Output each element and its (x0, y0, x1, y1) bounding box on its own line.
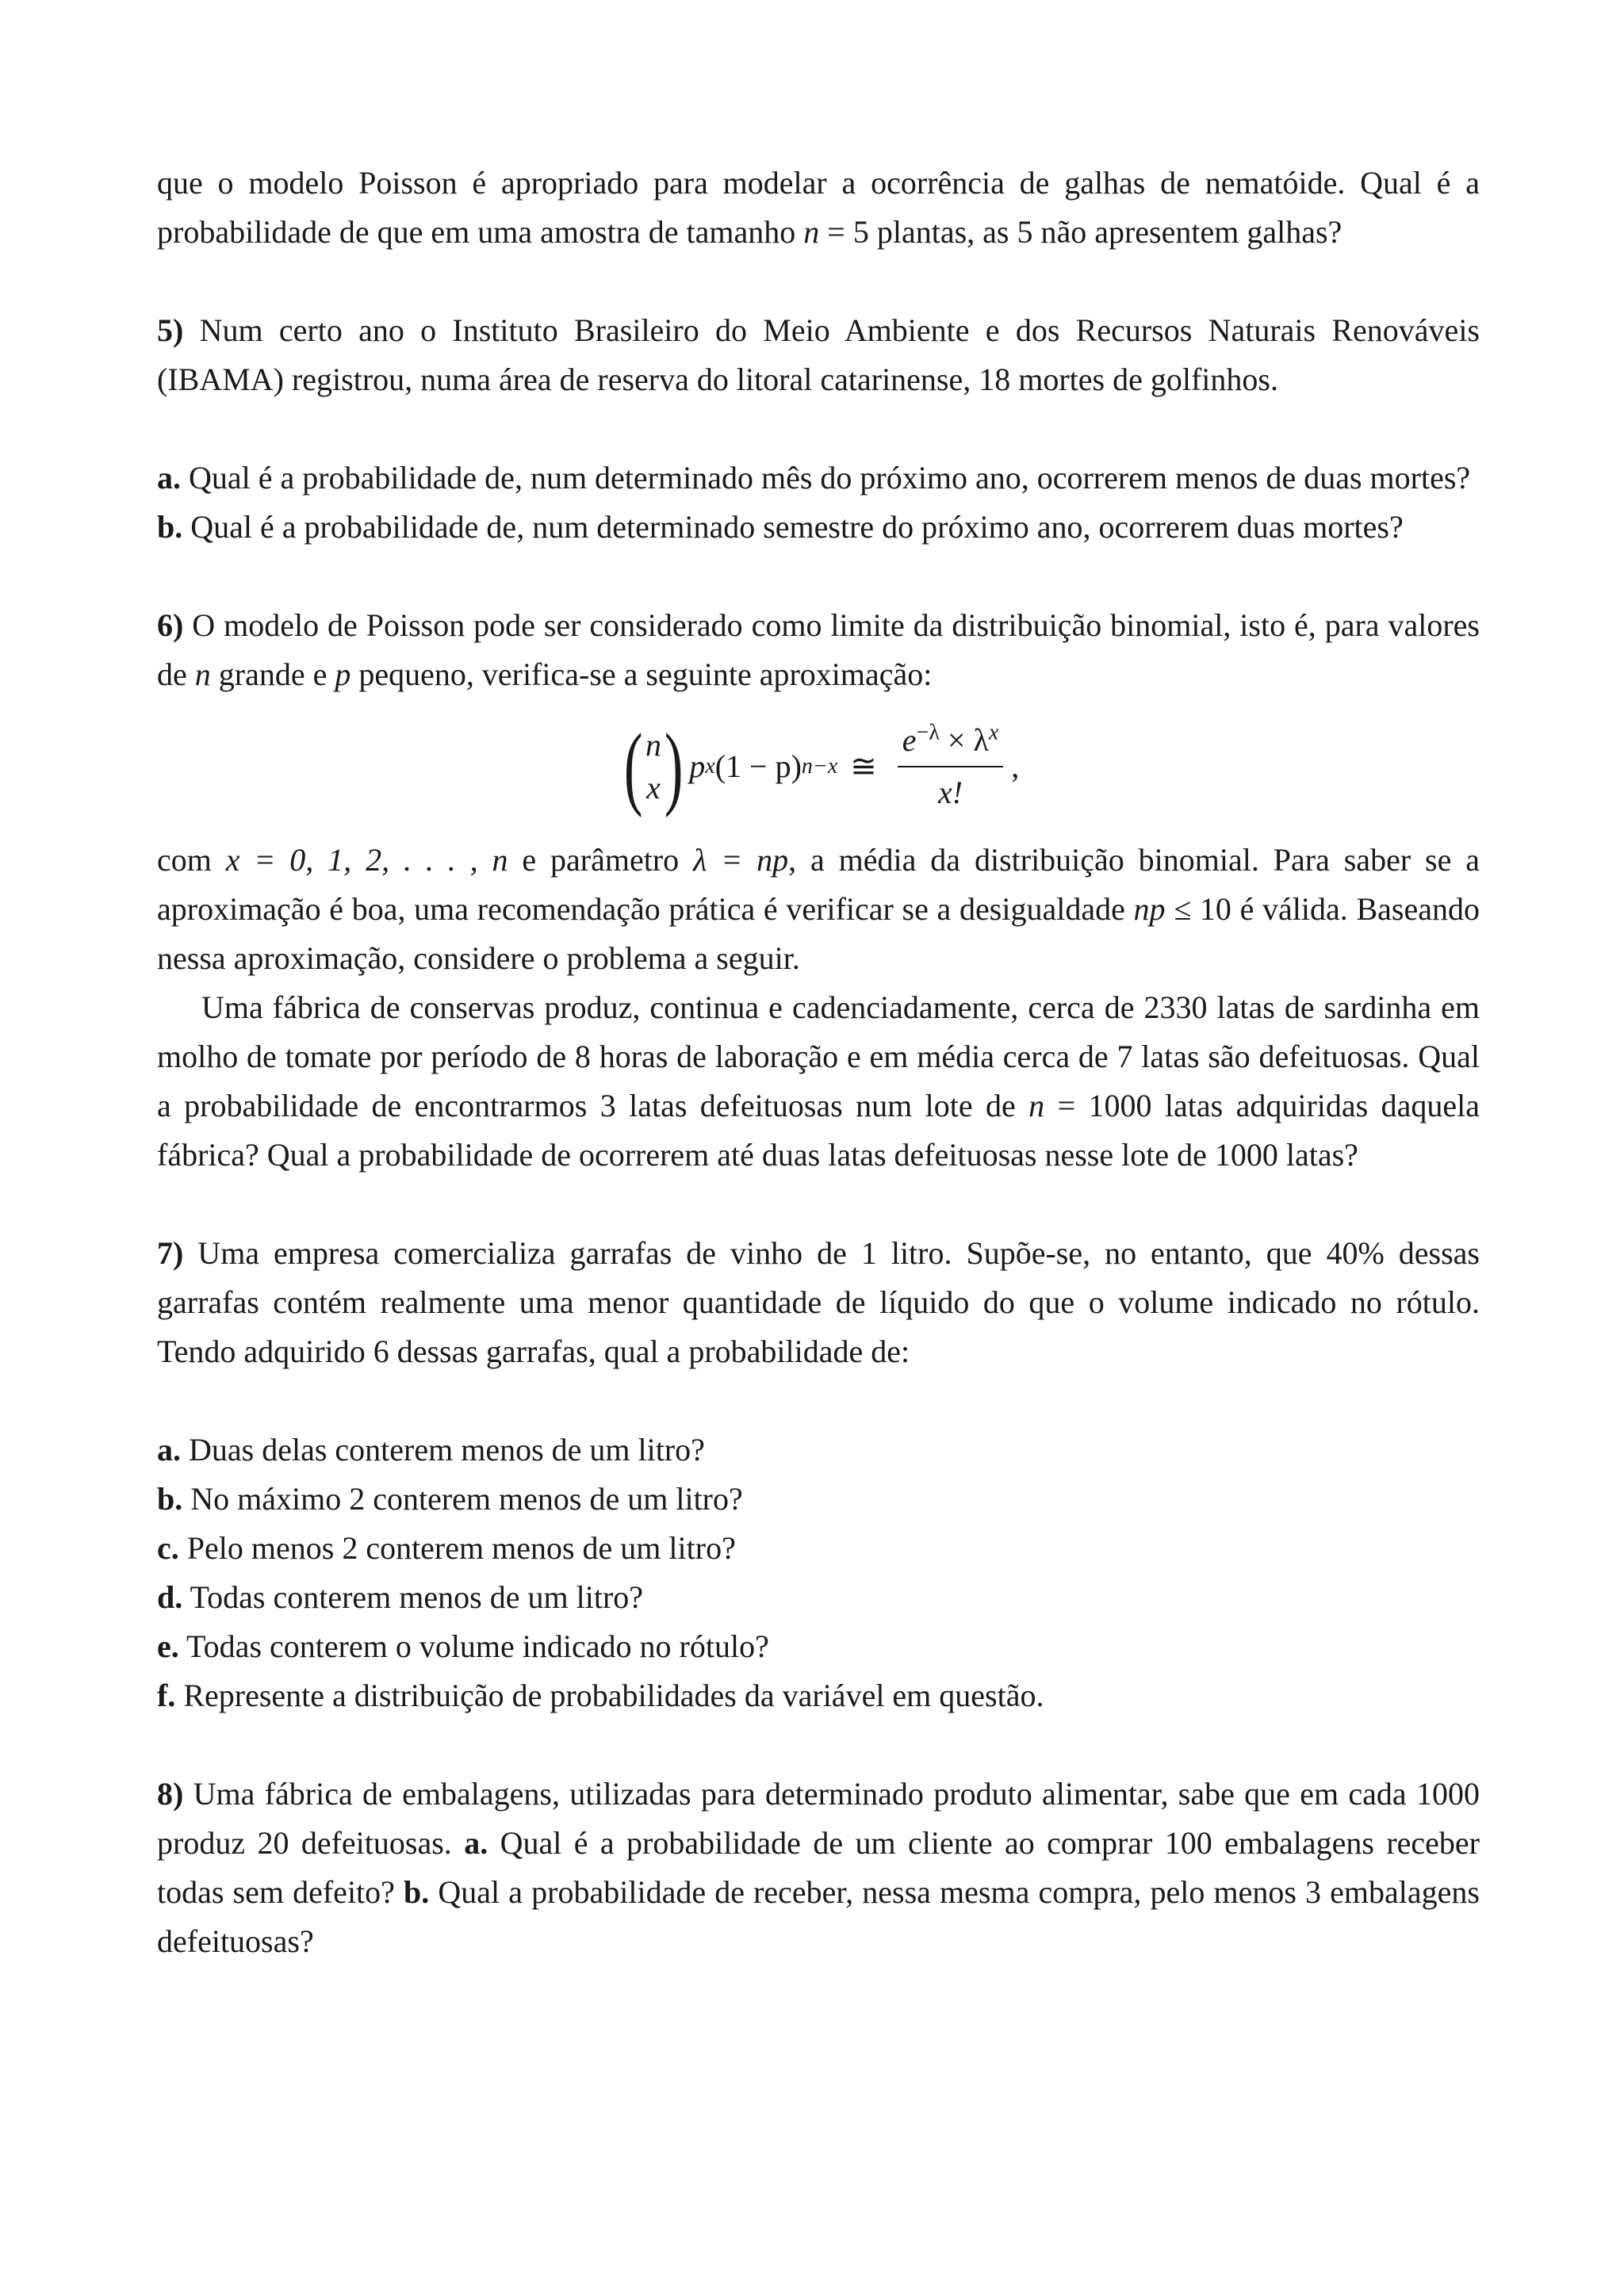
question-7-item (157, 1573, 1480, 1622)
question-8 (157, 1770, 1480, 1966)
item-label: e. (157, 1628, 179, 1664)
item-label: f. (157, 1678, 176, 1713)
item-text: No máximo 2 conterem menos de um litro? (182, 1481, 743, 1517)
intro-line2-pre: a probabilidade de que em uma amostra de tamanho (157, 165, 1480, 250)
question-8-text3: Qual a probabilidade de receber, nessa mesma compra, pelo menos 3 embalagens defeituosas? (157, 1874, 1480, 1959)
question-6-text1: O modelo de Poisson pode ser considerado como limite da distribuição binomial, isto é, para valores de (157, 607, 1480, 692)
question-5a (157, 453, 1480, 503)
poisson-approximation-formula: ( n x ) p x (1 − p) n−x ≅ $\frac{e^{-\lambda} \times \lambda^x}{x!}$ , (157, 707, 1480, 826)
numerator-times-lambda: × λ (939, 722, 989, 758)
binom-top: n (645, 727, 661, 763)
congruence-symbol: ≅ (850, 748, 877, 784)
question-5b (157, 503, 1480, 552)
question-7-number: 7) (157, 1235, 184, 1271)
item-label: a. (157, 1432, 181, 1468)
question-6-math-p: p (335, 656, 351, 692)
question-8b-label: b. (404, 1874, 430, 1910)
numerator-e: e (902, 722, 917, 758)
intro-line1: que o modelo Poisson é apropriado para modelar a ocorrência de galhas de nematóide. Qual é (157, 165, 1451, 201)
formula-p: p (689, 748, 706, 784)
item-text: Todas conterem o volume indicado no rótulo? (178, 1628, 769, 1664)
question-5-text: Num certo ano o Instituto Brasileiro do Meio Ambiente e dos Recursos Naturais Renováveis (IBAMA) registrou, numa área de reserva do litoral catarinense, 18 mortes de golfinhos. (157, 312, 1480, 397)
formula-trailing-comma: , (1011, 748, 1020, 784)
question-6-number: 6) (157, 607, 184, 643)
binomial-coefficient: ( n x ) (623, 714, 684, 818)
question-7-item (157, 1425, 1480, 1475)
question-5a-label: a. (157, 460, 181, 496)
question-5 (157, 306, 1480, 404)
q6-after3: , a média da distribuição binomial. Para saber se a aproximação é boa, uma recomendação prática é verificar se a desigualdade (157, 842, 1480, 927)
q6-after4: 10 é válida. Baseando nessa aproximação, considere o problema a seguir. (157, 891, 1480, 976)
question-8-number: 8) (157, 1776, 184, 1812)
question-8a-label: a. (464, 1825, 488, 1861)
intro-paragraph (157, 159, 1480, 257)
item-label: b. (157, 1481, 183, 1517)
fraction-numerator (898, 718, 1004, 767)
q6-problem-text1: Uma fábrica de conservas produz, continua e cadenciadamente, cerca de 2330 latas de sardinha em molho de tomate por período de 8 horas de laboração e em média cerca de 7 latas são defeituosas. Qual a probabilidade de encontrarmos 3 latas defeituosas num lote de (157, 989, 1480, 1123)
question-7 (157, 1229, 1480, 1376)
question-7-text: Uma empresa comercializa garrafas de vinho de 1 litro. Supõe-se, no entanto, que 40% dessas garrafas contém realmente uma menor quantidade de líquido do que o volume indicado no rótulo. Tendo adquirido 6 dessas garrafas, qual a probabilidade de: (157, 1235, 1480, 1369)
question-6-math-n: n (194, 656, 211, 692)
q6-after1: com (157, 842, 226, 878)
item-text: Represente a distribuição de probabilidades da variável em questão. (175, 1678, 1044, 1713)
question-6-problem (157, 983, 1480, 1180)
numerator-exp-lambda: −λ (916, 720, 940, 745)
question-6-text2: grande e (210, 656, 335, 692)
question-5-number: 5) (157, 312, 184, 348)
q6-after-math2: λ = np (693, 842, 789, 878)
item-text: Pelo menos 2 conterem menos de um litro? (178, 1530, 736, 1566)
question-7-item (157, 1524, 1480, 1573)
fraction-denominator: x! (937, 775, 963, 810)
question-7-item (157, 1671, 1480, 1720)
poisson-fraction (898, 718, 1004, 815)
intro-math-n: n (803, 214, 820, 250)
question-5a-text: Qual é a probabilidade de, num determinado mês do próximo ano, ocorrerem menos de duas mortes? (181, 460, 1471, 496)
document-page (157, 159, 1480, 1966)
question-8-text2: Qual é a probabilidade de um cliente ao comprar 100 embalagens receber todas sem defeito? (157, 1825, 1480, 1910)
question-8-text1: Uma fábrica de embalagens, utilizadas para determinado produto alimentar, sabe que em cada 1000 produz 20 defeituosas. (157, 1776, 1480, 1861)
item-text: Todas conterem menos de um litro? (182, 1579, 644, 1615)
q6-after-math3: np ≤ (1133, 891, 1192, 927)
item-label: c. (157, 1530, 179, 1566)
question-5b-text: Qual é a probabilidade de, num determinado semestre do próximo ano, ocorrerem duas mortes? (182, 509, 1404, 545)
intro-line2-eq: = 5 plantas, as 5 não apresentem galhas? (819, 214, 1342, 250)
question-6-explanation (157, 836, 1480, 983)
item-label: d. (157, 1579, 183, 1615)
q6-problem-math-n: n (1028, 1088, 1045, 1123)
question-7-items (157, 1425, 1480, 1720)
question-6 (157, 601, 1480, 699)
item-text: Duas delas conterem menos de um litro? (181, 1432, 705, 1468)
q6-after-math1: x = 0, 1, 2, . . . , n (225, 842, 508, 878)
question-7-item (157, 1475, 1480, 1524)
binom-bottom: x (646, 770, 661, 806)
numerator-exp-x: x (988, 720, 999, 745)
q6-after2: e parâmetro (508, 842, 694, 878)
question-6-text3: pequeno, verifica-se a seguinte aproximação: (350, 656, 933, 692)
formula-one-minus-p: (1 − p) (714, 748, 802, 784)
question-5b-label: b. (157, 509, 183, 545)
q6-problem-text2: = 1000 latas adquiridas daquela fábrica? Qual a probabilidade de ocorrerem até duas latas defeituosas nesse lote de 1000 latas? (157, 1088, 1480, 1173)
question-7-item (157, 1622, 1480, 1671)
